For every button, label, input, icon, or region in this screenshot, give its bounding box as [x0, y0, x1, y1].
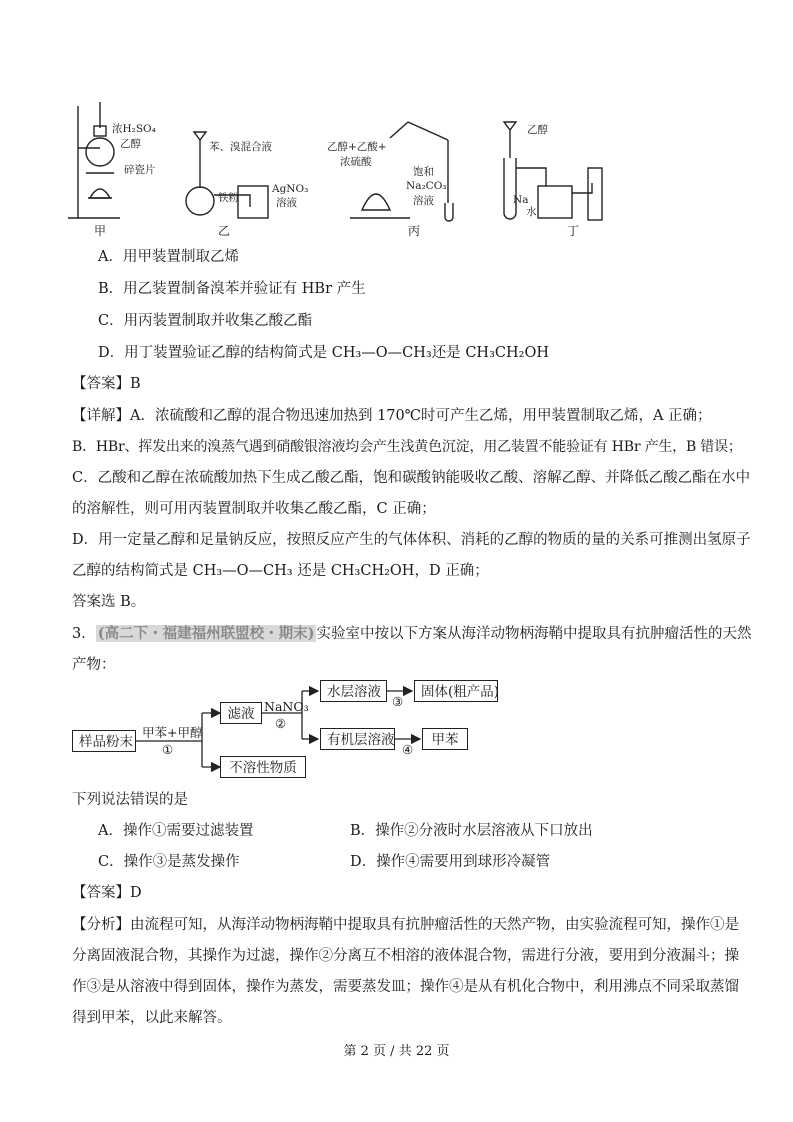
caption-jia: 甲	[94, 224, 107, 238]
q3-analysis-line: 作③是从溶液中得到固体，操作为蒸发，需要蒸发皿；操作④是从有机化合物中，利用沸点不同采取蒸馏	[72, 979, 739, 995]
label-ethanol-jia: 乙醇	[120, 138, 141, 150]
flow-insoluble: 不溶性物质	[220, 756, 306, 778]
flow-step4-label: ④	[402, 742, 414, 757]
label-benzene-bromine: 苯、溴混合液	[209, 141, 272, 153]
label-saturated: 饱和	[413, 166, 434, 178]
q3-answer: 【答案】D	[72, 885, 142, 901]
q2-option-a: A．用甲装置制取乙烯	[98, 249, 239, 265]
q2-detail-line: 答案选 B。	[72, 594, 146, 610]
label-mixture: 乙醇+乙酸+	[327, 141, 387, 153]
q2-detail-line: D．用一定量乙醇和足量钠反应，按照反应产生的气体体积、消耗的乙醇的物质的量的关系可推测出氢原子	[72, 532, 751, 548]
q3-stem-text: 实验室中按以下方案从海洋动物柄海鞘中提取具有抗肿瘤活性的天然	[316, 626, 752, 642]
q3-option-b: B．操作②分液时水层溶液从下口放出	[350, 823, 593, 839]
page-footer: 第 2 页 / 共 22 页	[343, 1044, 450, 1059]
label-water: 水	[526, 206, 537, 218]
label-ethanol-ding: 乙醇	[527, 124, 548, 136]
q3-stem-line2: 产物：	[72, 657, 116, 673]
q2-option-c: C．用丙装置制取并收集乙酸乙酯	[98, 313, 313, 329]
flow-toluene: 甲苯	[422, 728, 468, 750]
q2-option-d: D．用丁装置验证乙醇的结构简式是 CH₃—O—CH₃还是 CH₃CH₂OH	[98, 345, 549, 361]
q2-detail-line: 乙醇的结构简式是 CH₃—O—CH₃ 还是 CH₃CH₂OH，D 正确；	[72, 563, 489, 579]
q2-option-b: B．用乙装置制备溴苯并验证有 HBr 产生	[98, 281, 366, 297]
label-conc-sulfuric: 浓硫酸	[340, 156, 372, 168]
label-agno3: AgNO₃	[272, 183, 309, 195]
q3-option-d: D．操作④需要用到球形冷凝管	[350, 854, 551, 870]
q2-answer: 【答案】B	[72, 376, 141, 392]
flow-step1-label: ①	[162, 742, 174, 757]
label-conc-h2so4: 浓H₂SO₄	[112, 123, 156, 135]
caption-ding: 丁	[567, 224, 580, 238]
q2-detail-line: 【详解】A．浓硫酸和乙醇的混合物迅速加热到 170℃时可产生乙烯，用甲装置制取乙烯，A 正确；	[72, 408, 712, 424]
q3-option-c: C．操作③是蒸发操作	[98, 854, 240, 870]
q2-detail-line: 的溶解性，则可用丙装置制取并收集乙酸乙酯，C 正确；	[72, 501, 436, 517]
flow-step2-label: ②	[275, 716, 287, 731]
flow-crude-product: 固体(粗产品)	[414, 680, 498, 702]
label-iron-powder: 铁粉	[218, 192, 239, 204]
q3-question: 下列说法错误的是	[72, 792, 188, 808]
label-na2co3: Na₂CO₃	[406, 180, 447, 192]
caption-bing: 丙	[408, 224, 421, 238]
q3-analysis-line: 分离固液混合物，其操作为过滤，操作②分离互不相溶的液体混合物，需进行分液，要用到分液漏斗；操	[72, 948, 739, 964]
label-solution-bing: 溶液	[413, 195, 434, 207]
flow-aqueous-layer: 水层溶液	[320, 680, 387, 702]
flow-organic-layer: 有机层溶液	[320, 728, 395, 750]
label-porcelain: 碎瓷片	[124, 164, 156, 176]
caption-yi: 乙	[218, 224, 231, 238]
flow-reagent-label: 甲苯+甲醇	[142, 725, 203, 740]
q3-number: 3．	[72, 626, 96, 642]
label-na: Na	[513, 194, 529, 206]
q3-analysis-line: 【分析】由流程可知，从海洋动物柄海鞘中提取具有抗肿瘤活性的天然产物，由实验流程可知，操作①是	[72, 917, 739, 933]
q2-detail-line: C．乙酸和乙醇在浓硫酸加热下生成乙酸乙酯，饱和碳酸钠能吸收乙酸、溶解乙醇、并降低乙酸乙酯在水中	[72, 470, 751, 486]
label-solution-yi: 溶液	[276, 197, 297, 209]
q2-detail-line: B．HBr、挥发出来的溴蒸气遇到硝酸银溶液均会产生浅黄色沉淀，用乙装置不能验证有 HBr 产生，B 错误；	[72, 439, 742, 455]
flow-sample-powder: 样品粉末	[72, 730, 136, 752]
q3-source-badge[interactable]: (高二下・福建福州联盟校・期末)	[97, 625, 315, 642]
flow-nano3-label: NaNO₃	[264, 699, 309, 714]
q3-option-a: A．操作①需要过滤装置	[98, 823, 254, 839]
flow-filtrate: 滤液	[220, 702, 262, 724]
flow-step3-label: ③	[392, 694, 404, 709]
q3-analysis-line: 得到甲苯，以此来解答。	[72, 1010, 232, 1026]
